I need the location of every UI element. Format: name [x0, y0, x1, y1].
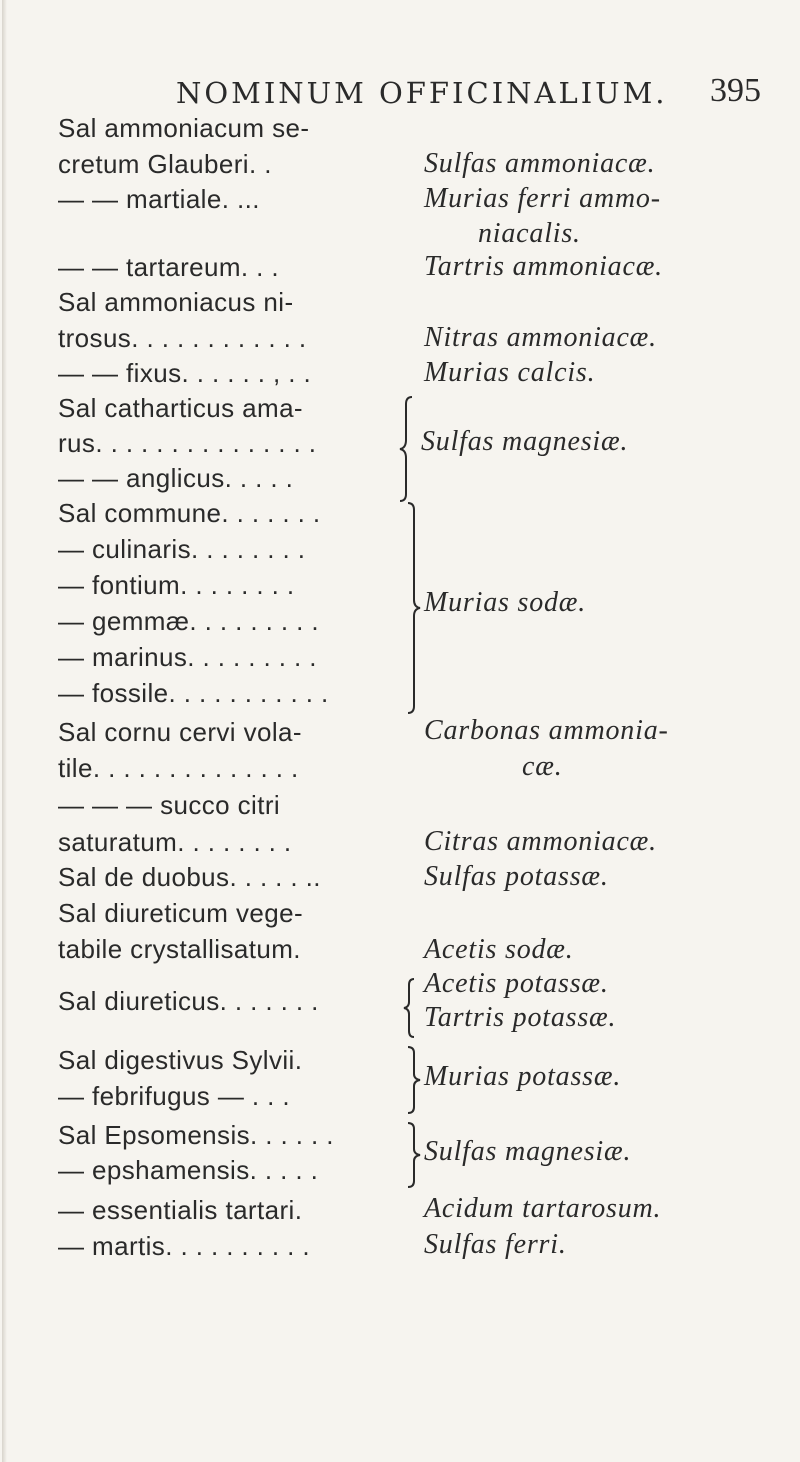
entry-right: Sulfas potassæ.: [424, 861, 609, 892]
entry-left: Sal digestivus Sylvii.: [58, 1045, 303, 1075]
entry-right: Tartris potassæ.: [424, 1002, 617, 1033]
entry-left: — — anglicus. . . . .: [58, 463, 294, 493]
entry-left: Sal ammoniacus ni-: [58, 287, 294, 317]
brace-icon: [404, 500, 424, 716]
page-edge: [2, 0, 7, 1462]
entry-left: trosus. . . . . . . . . . . .: [58, 323, 307, 353]
entry-right: Sulfas magnesiæ.: [421, 426, 629, 457]
entry-left: Sal ammoniacum se-: [58, 113, 310, 143]
entry-right: Murias calcis.: [424, 357, 596, 388]
entry-left: — culinaris. . . . . . . .: [58, 534, 306, 564]
entry-right: Sulfas magnesiæ.: [424, 1136, 632, 1167]
entry-left: — — fixus. . . . . . , . .: [58, 358, 312, 388]
entry-left: — gemmæ. . . . . . . . .: [58, 606, 319, 636]
entry-right: niacalis.: [478, 218, 581, 249]
brace-icon: [404, 1120, 424, 1190]
entry-left: — febrifugus — . . .: [58, 1081, 290, 1111]
entry-left: Sal de duobus. . . . . ..: [58, 862, 321, 892]
entry-right: Acetis sodæ.: [424, 934, 574, 965]
entry-left: — martis. . . . . . . . . .: [58, 1231, 311, 1261]
entry-right: Sulfas ferri.: [424, 1229, 567, 1260]
entry-left: Sal catharticus ama-: [58, 393, 303, 423]
entry-left: saturatum. . . . . . . .: [58, 827, 292, 857]
entry-left: — marinus. . . . . . . . .: [58, 642, 317, 672]
brace-icon: [400, 976, 420, 1040]
entry-right: Citras ammoniacæ.: [424, 826, 657, 857]
entry-right: cæ.: [522, 751, 563, 782]
entry-left: cretum Glauberi. .: [58, 149, 272, 179]
entry-left: Sal Epsomensis. . . . . .: [58, 1120, 334, 1150]
entry-left: — epshamensis. . . . .: [58, 1155, 319, 1185]
entry-right: Acidum tartarosum.: [424, 1193, 662, 1224]
entry-left: Sal diureticum vege-: [58, 898, 303, 928]
entry-right: Murias sodæ.: [424, 587, 587, 618]
entry-left: Sal cornu cervi vola-: [58, 717, 302, 747]
brace-icon: [396, 394, 420, 504]
header-title: NOMINUM OFFICINALIUM.: [176, 76, 668, 110]
entry-left: tabile crystallisatum.: [58, 934, 301, 964]
entry-left: — — — succo citri: [58, 790, 281, 820]
entry-left: — fontium. . . . . . . .: [58, 570, 295, 600]
entry-left: — — tartareum. . .: [58, 252, 280, 282]
entry-right: Nitras ammoniacæ.: [424, 322, 657, 353]
brace-icon: [404, 1044, 424, 1116]
entry-left: rus. . . . . . . . . . . . . . .: [58, 428, 317, 458]
entry-right: Acetis potassæ.: [424, 968, 609, 999]
entry-left: — fossile. . . . . . . . . . .: [58, 678, 329, 708]
entry-left: Sal commune. . . . . . .: [58, 498, 321, 528]
entry-left: Sal diureticus. . . . . . .: [58, 986, 319, 1016]
entry-right: Sulfas ammoniacæ.: [424, 148, 656, 179]
entry-right: Murias potassæ.: [424, 1061, 622, 1092]
entry-left: — — martiale. ...: [58, 184, 260, 214]
entry-right: Tartris ammoniacæ.: [424, 251, 663, 282]
entry-right: Murias ferri ammo-: [424, 183, 661, 214]
entry-right: Carbonas ammonia-: [424, 715, 669, 746]
page-number: 395: [710, 72, 761, 109]
entry-left: tile. . . . . . . . . . . . . .: [58, 753, 299, 783]
entry-left: — essentialis tartari.: [58, 1195, 303, 1225]
